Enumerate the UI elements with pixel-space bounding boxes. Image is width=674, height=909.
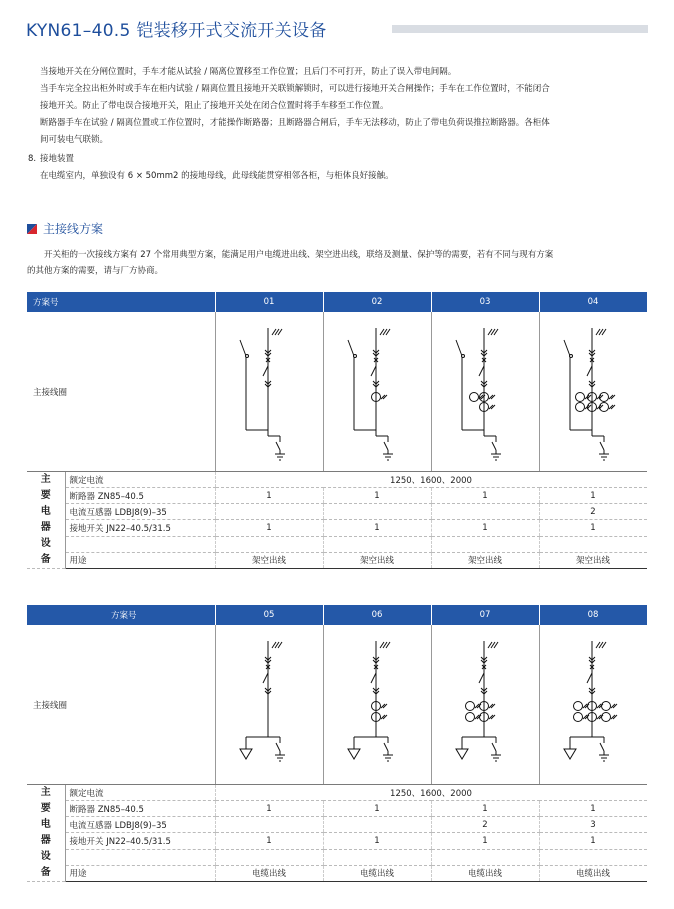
breaker-contact — [371, 673, 376, 683]
usage-value: 电缆出线 — [215, 865, 323, 881]
isolating-switch-blade — [456, 340, 462, 356]
earthing-switch-blade — [384, 743, 388, 751]
spec-value — [431, 536, 539, 552]
rated-current-value: 1250、1600、2000 — [215, 472, 647, 488]
spec-name: 断路器 ZN85–40.5 — [65, 488, 215, 504]
spec-row — [27, 504, 647, 520]
current-transformer-icon — [601, 713, 610, 722]
usage-value: 架空出线 — [323, 552, 431, 568]
spec-value — [215, 504, 323, 520]
spec-row-empty — [27, 536, 647, 552]
wiring-diagram-06 — [323, 625, 431, 785]
spec-value — [323, 817, 431, 833]
spec-value: 1 — [323, 801, 431, 817]
usage-value: 电缆出线 — [431, 865, 539, 881]
scheme-header-label: 方案号 — [27, 605, 215, 625]
breaker-contact — [479, 673, 484, 683]
spec-value — [323, 536, 431, 552]
usage-row — [27, 865, 647, 881]
spec-name: 接地开关 JN22–40.5/31.5 — [65, 520, 215, 536]
earthing-switch-blade — [276, 743, 280, 751]
grounding-number: 8. — [28, 154, 37, 164]
spec-row — [27, 833, 647, 849]
section-intro-2: 的其他方案的需要，请与厂方协商。 — [27, 266, 164, 276]
spec-row — [27, 817, 647, 833]
spec-value — [539, 536, 647, 552]
current-transformer-icon — [573, 713, 582, 722]
cable-terminal-icon — [456, 749, 468, 759]
spec-value: 1 — [539, 488, 647, 504]
spec-value: 1 — [431, 833, 539, 849]
spec-row — [27, 801, 647, 817]
spec-name: 额定电流 — [65, 472, 215, 488]
earthing-switch-blade — [276, 442, 280, 450]
breaker-contact — [371, 366, 376, 376]
spec-value: 2 — [539, 504, 647, 520]
isolating-switch-blade — [564, 340, 570, 356]
spec-name: 电流互感器 LDBJ8(9)–35 — [65, 817, 215, 833]
equipment-label: 主要电器设备 — [27, 785, 65, 882]
isolating-switch-blade — [348, 340, 354, 356]
spec-value: 1 — [215, 833, 323, 849]
earthing-switch-blade — [384, 442, 388, 450]
wiring-diagram-08 — [539, 625, 647, 785]
scheme-table-1 — [27, 292, 647, 569]
wiring-diagram-04 — [539, 312, 647, 472]
usage-value: 电缆出线 — [323, 865, 431, 881]
spec-name: 断路器 ZN85–40.5 — [65, 801, 215, 817]
spec-value: 2 — [431, 817, 539, 833]
grounding-text: 在电缆室内，单独设有 6 × 50mm2 的接地母线，此母线能贯穿相邻各柜，与柜体良好接触。 — [40, 171, 394, 181]
current-transformer-icon — [465, 702, 474, 711]
breaker-contact — [587, 673, 592, 683]
current-transformer-icon — [575, 403, 584, 412]
spec-value: 1 — [539, 833, 647, 849]
rated-current-value: 1250、1600、2000 — [215, 785, 647, 801]
rated-current-row — [27, 785, 647, 801]
scheme-number: 08 — [539, 605, 647, 625]
spec-value: 1 — [431, 488, 539, 504]
scheme-number: 06 — [323, 605, 431, 625]
isolating-switch-blade — [240, 340, 246, 356]
section-marker-icon — [27, 224, 37, 234]
interlock-paragraph-2: 当手车完全拉出柜外时或手车在柜内试验 / 隔离位置且接地开关联锁解锁时，可以进行接地开关合闸操作；手车在工作位置时，不能闭合 — [40, 84, 550, 94]
scheme-number: 05 — [215, 605, 323, 625]
spec-row-empty — [27, 849, 647, 865]
spec-value — [539, 849, 647, 865]
spec-value: 1 — [431, 520, 539, 536]
spec-name: 接地开关 JN22–40.5/31.5 — [65, 833, 215, 849]
page-title: KYN61–40.5 铠装移开式交流开关设备 — [26, 21, 327, 41]
cable-terminal-icon — [348, 749, 360, 759]
spec-value: 1 — [323, 520, 431, 536]
spec-name — [65, 536, 215, 552]
spec-row — [27, 488, 647, 504]
cable-terminal-icon — [240, 749, 252, 759]
earthing-switch-blade — [492, 442, 496, 450]
current-transformer-icon — [469, 393, 478, 402]
rated-current-row — [27, 472, 647, 488]
spec-value: 1 — [215, 801, 323, 817]
breaker-contact — [479, 366, 484, 376]
breaker-contact — [263, 366, 268, 376]
spec-value: 3 — [539, 817, 647, 833]
spec-value: 1 — [215, 488, 323, 504]
earthing-switch-blade — [492, 743, 496, 751]
section-intro-1: 开关柜的一次接线方案有 27 个常用典型方案，能满足用户电缆进出线、架空进出线，联络及测量、保护等的需要，若有不同与现有方案 — [44, 250, 554, 260]
usage-value: 电缆出线 — [539, 865, 647, 881]
spec-value — [215, 849, 323, 865]
interlock-paragraph-4: 断路器手车在试验 / 隔离位置或工作位置时，才能操作断路器；且断路器合闸后，手车无法移动，防止了带电负荷误推拉断路器。各柜体 — [40, 118, 550, 128]
spec-value — [323, 849, 431, 865]
wiring-diagram-05 — [215, 625, 323, 785]
equipment-label: 主要电器设备 — [27, 472, 65, 569]
spec-value: 1 — [431, 801, 539, 817]
spec-value — [215, 817, 323, 833]
scheme-header-label: 方案号 — [27, 292, 215, 312]
scheme-number: 07 — [431, 605, 539, 625]
spec-value: 1 — [539, 520, 647, 536]
switch-contact-icon — [245, 355, 248, 358]
wiring-diagram-07 — [431, 625, 539, 785]
usage-value: 架空出线 — [215, 552, 323, 568]
current-transformer-icon — [573, 702, 582, 711]
usage-row — [27, 552, 647, 568]
switch-contact-icon — [461, 355, 464, 358]
interlock-paragraph-1: 当接地开关在分闸位置时，手车才能从试验 / 隔离位置移至工作位置；且后门不可打开，防止了误入带电间隔。 — [40, 67, 457, 77]
earthing-switch-blade — [600, 442, 604, 450]
cable-terminal-icon — [564, 749, 576, 759]
wiring-diagram-01 — [215, 312, 323, 472]
breaker-contact — [263, 673, 268, 683]
spec-value: 1 — [215, 520, 323, 536]
scheme-number: 03 — [431, 292, 539, 312]
diagram-row — [27, 312, 647, 472]
diagram-label: 主接线圈 — [27, 625, 215, 785]
usage-value: 架空出线 — [539, 552, 647, 568]
current-transformer-icon — [575, 393, 584, 402]
scheme-header-row — [27, 292, 647, 312]
spec-name: 电流互感器 LDBJ8(9)–35 — [65, 504, 215, 520]
current-transformer-icon — [465, 713, 474, 722]
diagram-row — [27, 625, 647, 785]
spec-name — [65, 849, 215, 865]
spec-value: 1 — [323, 833, 431, 849]
spec-value: 1 — [323, 488, 431, 504]
usage-value: 架空出线 — [431, 552, 539, 568]
section-heading — [27, 220, 103, 237]
usage-label: 用途 — [65, 552, 215, 568]
spec-value — [323, 504, 431, 520]
section-title: 主接线方案 — [43, 222, 104, 236]
scheme-number: 04 — [539, 292, 647, 312]
grounding-title: 接地装置 — [40, 154, 75, 164]
scheme-number: 02 — [323, 292, 431, 312]
spec-value: 1 — [539, 801, 647, 817]
spec-value — [431, 849, 539, 865]
spec-value — [431, 504, 539, 520]
switch-contact-icon — [569, 355, 572, 358]
diagram-label: 主接线圈 — [27, 312, 215, 472]
wiring-diagram-02 — [323, 312, 431, 472]
spec-value — [215, 536, 323, 552]
spec-row — [27, 520, 647, 536]
switch-contact-icon — [353, 355, 356, 358]
earthing-switch-blade — [600, 743, 604, 751]
current-transformer-icon — [601, 702, 610, 711]
breaker-contact — [587, 366, 592, 376]
spec-name: 额定电流 — [65, 785, 215, 801]
interlock-paragraph-5: 间可装电气联锁。 — [40, 135, 109, 145]
wiring-diagram-03 — [431, 312, 539, 472]
interlock-paragraph-3: 接地开关。防止了带电误合接地开关，阻止了接地开关处在闭合位置时将手车移至工作位置。 — [40, 101, 389, 111]
scheme-header-row — [27, 605, 647, 625]
scheme-number: 01 — [215, 292, 323, 312]
usage-label: 用途 — [65, 865, 215, 881]
scheme-table-2 — [27, 605, 647, 882]
title-rule — [392, 25, 648, 33]
